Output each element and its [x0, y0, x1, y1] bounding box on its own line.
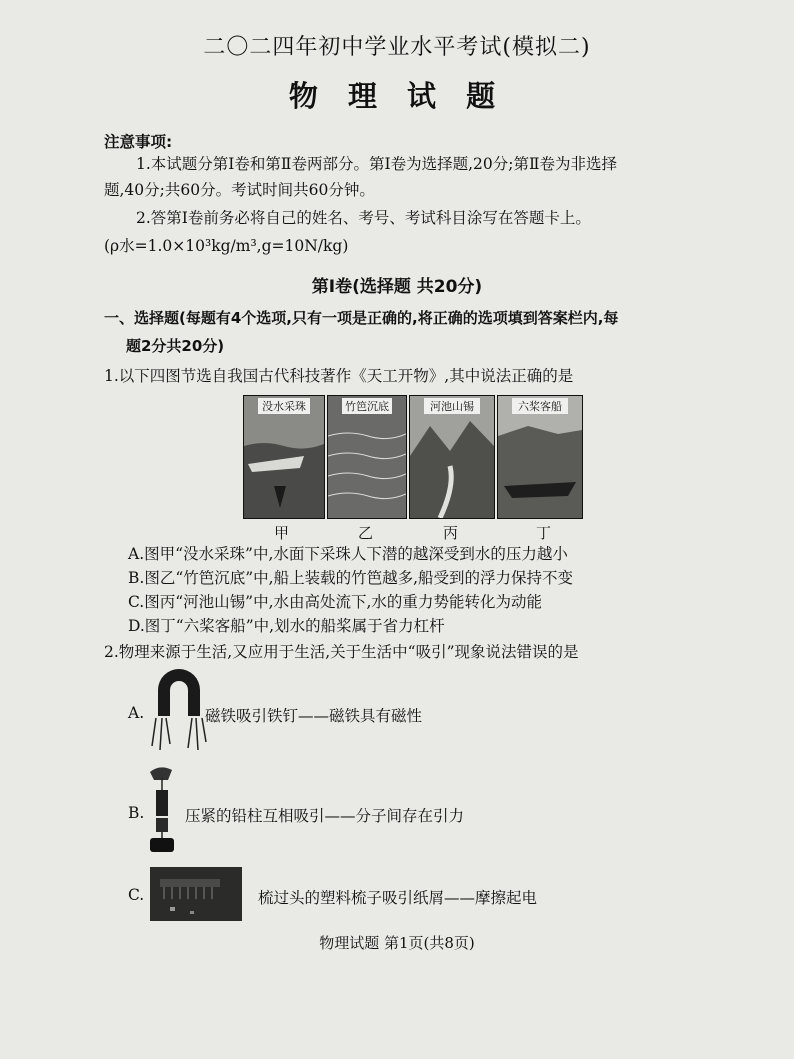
q1-option-b: B.图乙“竹笆沉底”中,船上装载的竹笆越多,船受到的浮力保持不变: [128, 569, 574, 587]
section-instruction-a: 一、选择题(每题有4个选项,只有一项是正确的,将正确的选项填到答案栏内,每: [104, 309, 619, 327]
section-title: 第Ⅰ卷(选择题 共20分): [311, 277, 483, 297]
q2-option-a-text: 磁铁吸引铁钉——磁铁具有磁性: [205, 707, 423, 725]
q2-option-c-text: 梳过头的塑料梳子吸引纸屑——摩擦起电: [258, 889, 538, 907]
picture-six-oar-boat: [497, 395, 583, 519]
section-instruction-b: 题2分共20分): [126, 337, 225, 355]
picture-pearl-diving: [243, 395, 325, 519]
picture-mountain-tin: [409, 395, 495, 519]
q1-option-a: A.图甲“没水采珠”中,水面下采珠人下潜的越深受到水的压力越小: [128, 545, 568, 563]
caption-yi: 乙: [358, 524, 374, 542]
magnet-icon: [148, 666, 210, 754]
comb-photo: [150, 867, 242, 921]
caption-ding: 丁: [536, 524, 552, 542]
six-oar-boat-illustration: [498, 396, 582, 518]
caption-bing: 丙: [443, 524, 459, 542]
q2-option-c-letter: C.: [128, 886, 145, 904]
q2-option-b-letter: B.: [128, 804, 145, 822]
notice-line1a: 1.本试题分第Ⅰ卷和第Ⅱ卷两部分。第Ⅰ卷为选择题,20分;第Ⅱ卷为非选择: [136, 155, 617, 173]
mountain-tin-illustration: [410, 396, 494, 518]
q1-option-c: C.图丙“河池山锡”中,水由高处流下,水的重力势能转化为动能: [128, 593, 542, 611]
q2-option-b-text: 压紧的铅柱互相吸引——分子间存在引力: [185, 807, 465, 825]
q1-option-d: D.图丁“六桨客船”中,划水的船桨属于省力杠杆: [128, 617, 445, 635]
notice-line2: 2.答第Ⅰ卷前务必将自己的姓名、考号、考试科目涂写在答题卡上。: [136, 209, 591, 227]
notice-line1b: 题,40分;共60分。考试时间共60分钟。: [104, 181, 375, 199]
picture-title: 河池山锡: [424, 398, 480, 414]
q1-stem: 1.以下四图节选自我国古代科技著作《天工开物》,其中说法正确的是: [104, 367, 574, 385]
exam-title: 二〇二四年初中学业水平考试(模拟二): [203, 35, 591, 60]
q2-stem: 2.物理来源于生活,又应用于生活,关于生活中“吸引”现象说法错误的是: [104, 643, 579, 661]
picture-bamboo-sinking: [327, 395, 407, 519]
bamboo-sinking-illustration: [328, 396, 406, 518]
q2-option-a-letter: A.: [128, 704, 145, 722]
subject-title: 物 理 试 题: [288, 79, 506, 113]
picture-title: 六桨客船: [512, 398, 568, 414]
caption-jia: 甲: [274, 524, 290, 542]
lead-columns-icon: [144, 764, 180, 856]
picture-title: 竹笆沉底: [342, 398, 392, 414]
picture-title: 没水采珠: [258, 398, 310, 414]
comb-icon: [150, 867, 242, 921]
pearl-diving-illustration: [244, 396, 324, 518]
page-footer: 物理试题 第1页(共8页): [319, 934, 475, 952]
notice-constants: (ρ水=1.0×10³kg/m³,g=10N/kg): [104, 237, 349, 255]
notice-heading: 注意事项:: [104, 133, 173, 151]
